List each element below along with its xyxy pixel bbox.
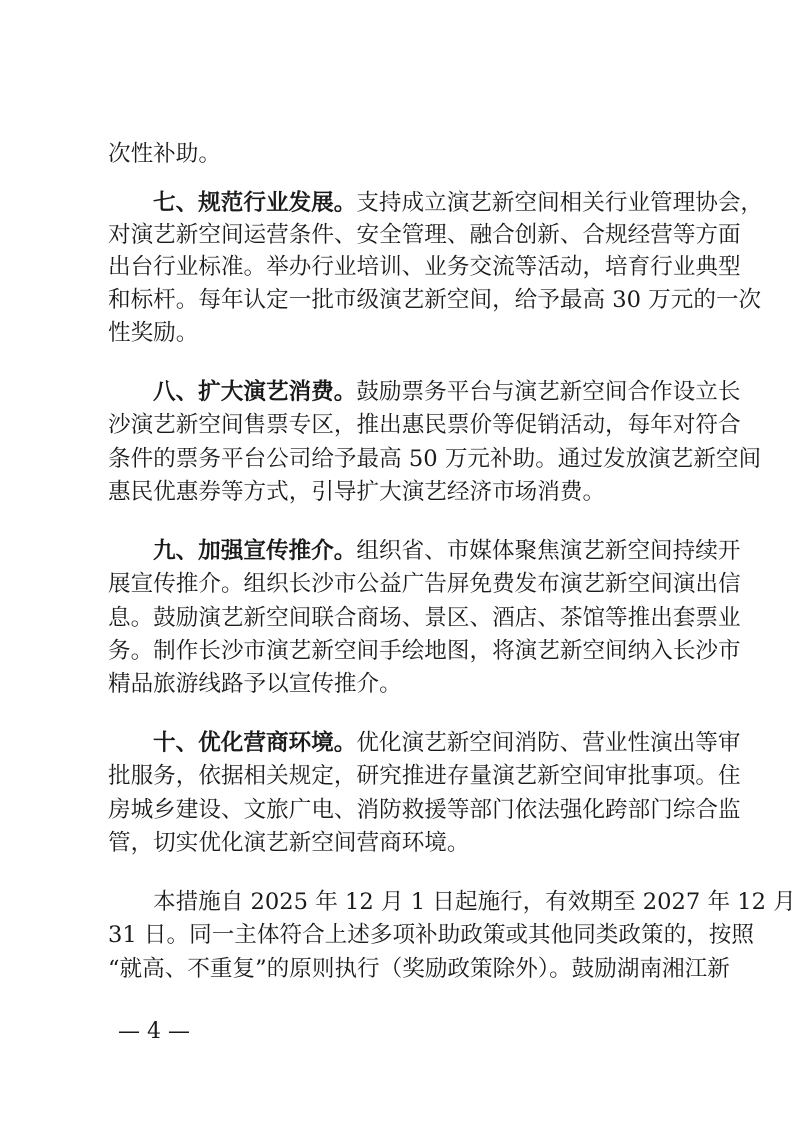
section-7-line: 对演艺新空间运营条件、安全管理、融合创新、合规经营等方面 — [108, 222, 741, 248]
section-7-heading: 七、规范行业发展。 — [153, 190, 357, 216]
section-7-line: 性奖励。 — [108, 320, 199, 346]
closing-first-line: 本措施自 2025 年 12 月 1 日起施行，有效期至 2027 年 12 月 — [153, 889, 796, 915]
section-8-first-line — [108, 377, 741, 407]
section-10-first-line — [108, 728, 741, 758]
section-9-first-line — [108, 536, 741, 566]
section-10-line: 管，切实优化演艺新空间营商环境。 — [108, 830, 470, 856]
section-8-line: 惠民优惠券等方式，引导扩大演艺经济市场消费。 — [108, 479, 606, 505]
section-7-line: 和标杆。每年认定一批市级演艺新空间，给予最高 30 万元的一次 — [108, 287, 762, 313]
section-7-first-line — [108, 188, 764, 218]
section-9-line: 务。制作长沙市演艺新空间手绘地图，将演艺新空间纳入长沙市 — [108, 638, 741, 664]
section-9-line: 展宣传推介。组织长沙市公益广告屏免费发布演艺新空间演出信 — [108, 571, 741, 597]
section-9-line: 精品旅游线路予以宣传推介。 — [108, 671, 402, 697]
continuation-line: 次性补助。 — [108, 141, 221, 167]
section-9-first-text: 组织省、市媒体聚焦演艺新空间持续开 — [356, 538, 741, 564]
section-10-line: 房城乡建设、文旅广电、消防救援等部门依法强化跨部门综合监 — [108, 797, 741, 823]
section-9-heading: 九、加强宣传推介。 — [153, 538, 357, 564]
closing-line: 31 日。同一主体符合上述多项补助政策或其他同类政策的，按照 — [108, 922, 754, 948]
section-8-first-text: 鼓励票务平台与演艺新空间合作设立长 — [356, 379, 741, 405]
closing-line: “就高、不重复”的原则执行（奖励政策除外）。鼓励湖南湘江新 — [108, 956, 730, 982]
section-8-heading: 八、扩大演艺消费。 — [153, 379, 357, 405]
section-7-first-text: 支持成立演艺新空间相关行业管理协会， — [356, 190, 764, 216]
section-8-line: 条件的票务平台公司给予最高 50 万元补助。通过发放演艺新空间 — [108, 446, 762, 472]
section-7-line: 出台行业标准。举办行业培训、业务交流等活动，培育行业典型 — [108, 254, 741, 280]
section-8-line: 沙演艺新空间售票专区，推出惠民票价等促销活动，每年对符合 — [108, 412, 741, 438]
page-number: — 4 — — [118, 1019, 190, 1044]
section-9-line: 息。鼓励演艺新空间联合商场、景区、酒店、茶馆等推出套票业 — [108, 605, 741, 631]
section-10-first-text: 优化演艺新空间消防、营业性演出等审 — [356, 730, 741, 756]
section-10-line: 批服务，依据相关规定，研究推进存量演艺新空间审批事项。住 — [108, 763, 741, 789]
section-10-heading: 十、优化营商环境。 — [153, 730, 357, 756]
